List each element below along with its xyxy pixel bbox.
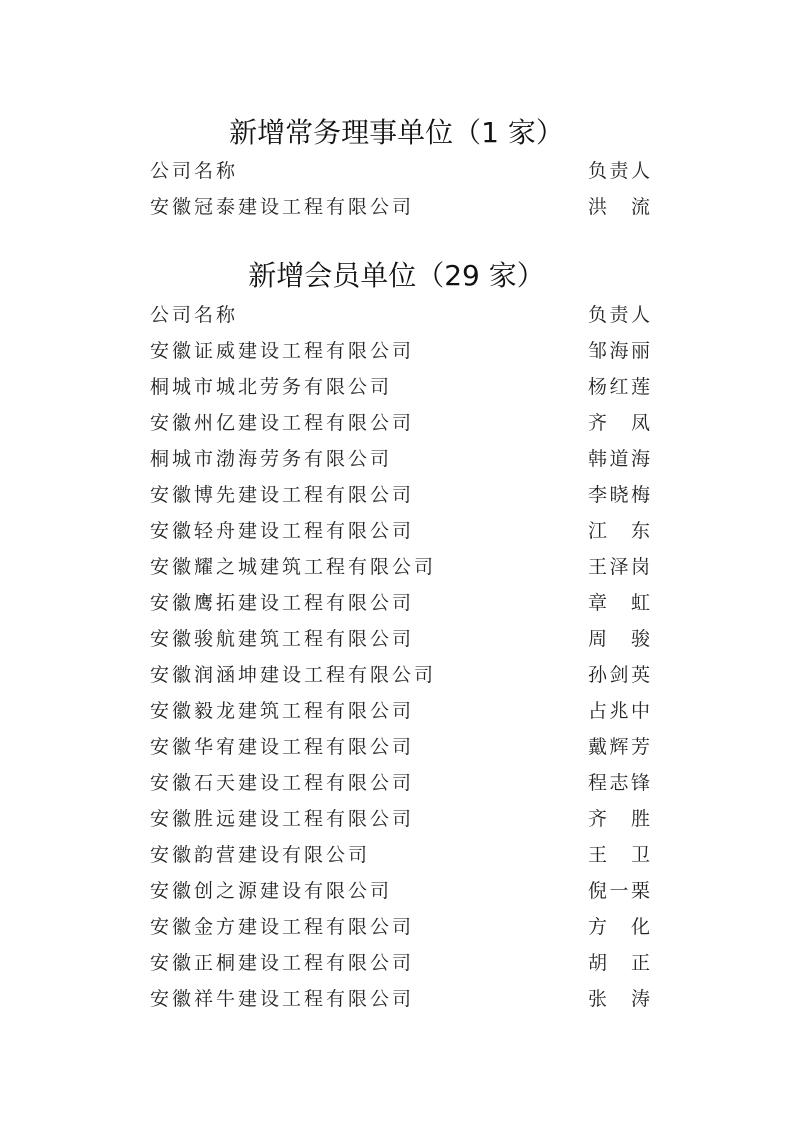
company-name: 安徽华宥建设工程有限公司 [150,736,415,758]
person-name: 程志锋 [588,772,650,794]
person-name: 李晓梅 [588,484,650,506]
table-row [150,517,650,545]
table-row [150,697,650,725]
table-row [150,913,650,941]
person-name: 王泽岗 [588,556,650,578]
company-name: 安徽轻舟建设工程有限公司 [150,520,415,542]
column-header-company: 公司名称 [150,304,239,326]
company-name: 安徽鹰拓建设工程有限公司 [150,592,415,614]
company-name: 安徽州亿建设工程有限公司 [150,412,415,434]
table-row [150,733,650,761]
table-row [150,409,650,437]
table-row [150,481,650,509]
company-name: 安徽祥牛建设工程有限公司 [150,988,415,1010]
company-name: 桐城市渤海劳务有限公司 [150,448,393,470]
person-name: 戴辉芳 [588,736,650,758]
company-name: 桐城市城北劳务有限公司 [150,376,393,398]
company-name: 安徽冠泰建设工程有限公司 [150,196,415,218]
company-name: 安徽石天建设工程有限公司 [150,772,415,794]
person-name: 杨红莲 [588,376,650,398]
company-name: 安徽正桐建设工程有限公司 [150,952,415,974]
table-row [150,193,650,221]
person-name: 章 虹 [588,592,650,614]
person-name: 邹海丽 [588,340,650,362]
table-row [150,553,650,581]
company-name: 安徽骏航建筑工程有限公司 [150,628,415,650]
table-row [150,589,650,617]
company-name: 安徽博先建设工程有限公司 [150,484,415,506]
table-header-row [150,157,650,185]
company-name: 安徽证威建设工程有限公司 [150,340,415,362]
column-header-person: 负责人 [588,160,650,182]
column-header-company: 公司名称 [150,160,239,182]
person-name: 韩道海 [588,448,650,470]
person-name: 方 化 [588,916,650,938]
company-name: 安徽韵营建设有限公司 [150,844,371,866]
table-row [150,625,650,653]
person-name: 齐 凤 [588,412,650,434]
person-name: 胡 正 [588,952,650,974]
table-row [150,445,650,473]
section-title-members: 新增会员单位（29 家） [248,259,545,292]
person-name: 周 骏 [588,628,650,650]
company-name: 安徽胜远建设工程有限公司 [150,808,415,830]
table-header-row [150,301,650,329]
table-row [150,841,650,869]
person-name: 王 卫 [588,844,650,866]
company-name: 安徽金方建设工程有限公司 [150,916,415,938]
company-name: 安徽毅龙建筑工程有限公司 [150,700,415,722]
person-name: 孙剑英 [588,664,650,686]
person-name: 齐 胜 [588,808,650,830]
person-name: 洪 流 [588,196,650,218]
table-row [150,661,650,689]
table-row [150,877,650,905]
table-row [150,805,650,833]
section-title-standing-council: 新增常务理事单位（1 家） [229,116,564,149]
table-row [150,985,650,1013]
table-row [150,769,650,797]
company-name: 安徽耀之城建筑工程有限公司 [150,556,437,578]
table-row [150,373,650,401]
table-row [150,949,650,977]
company-name: 安徽创之源建设有限公司 [150,880,393,902]
person-name: 江 东 [588,520,650,542]
column-header-person: 负责人 [588,304,650,326]
person-name: 张 涛 [588,988,650,1010]
company-name: 安徽润涵坤建设工程有限公司 [150,664,437,686]
person-name: 占兆中 [588,700,650,722]
person-name: 倪一栗 [588,880,650,902]
table-row [150,337,650,365]
